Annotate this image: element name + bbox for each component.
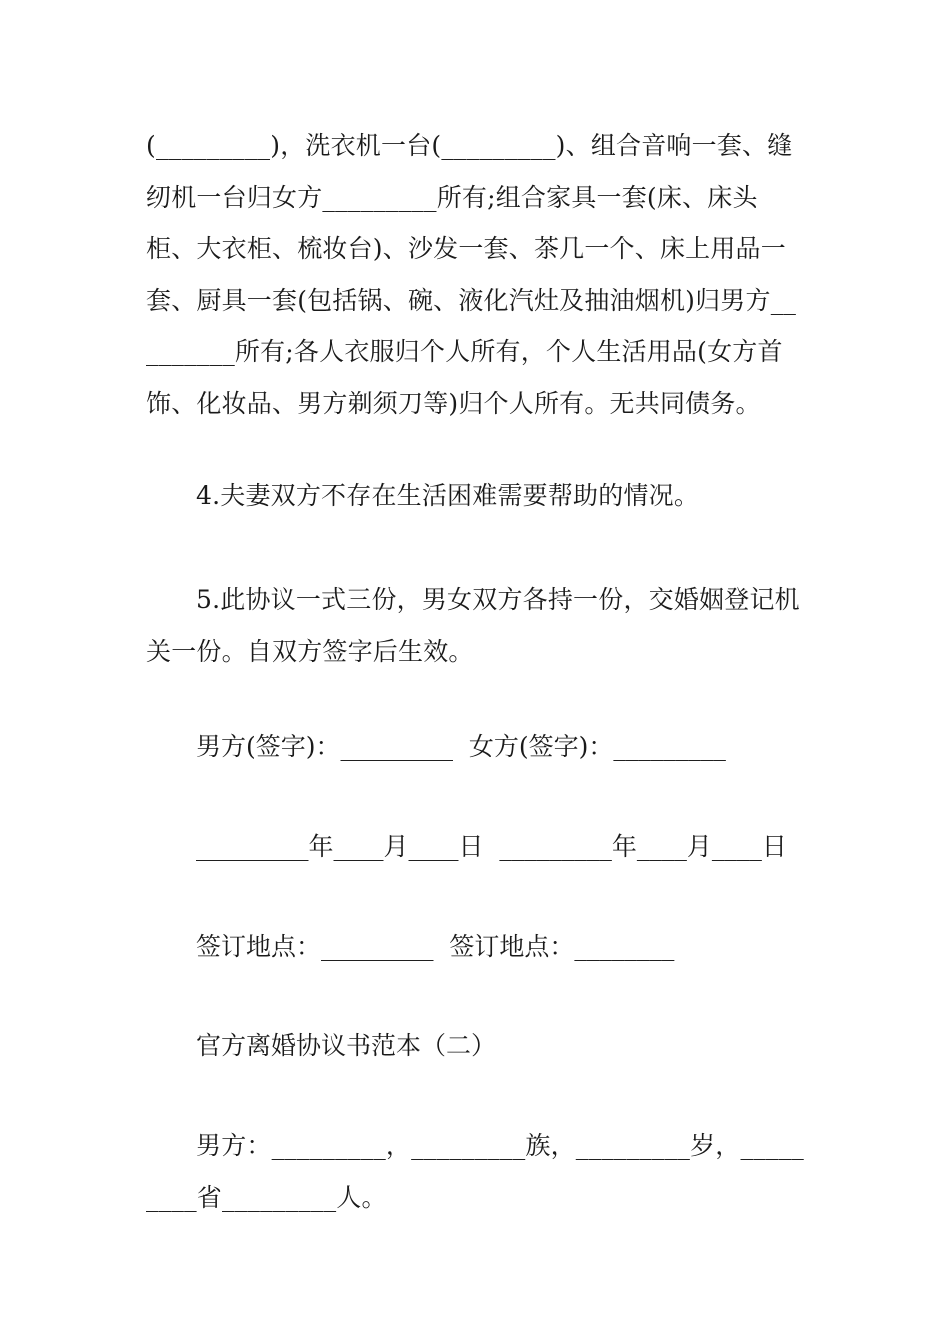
male-party-info-paragraph: 男方：_________，_________族，_________岁，_________省_________人。: [146, 1131, 805, 1212]
clause-5-paragraph: 5.此协议一式三份，男女双方各持一份，交婚姻登记机关一份。自双方签字后生效。: [146, 585, 800, 666]
date-line: _________年____月____日 _________年____月____日: [196, 832, 787, 861]
section-title: 官方离婚协议书范本（二）: [196, 1031, 497, 1060]
signature-line: 男方(签字)：_________ 女方(签字)：_________: [196, 732, 726, 761]
property-division-paragraph: (_________)，洗衣机一台(_________)、组合音响一套、缝纫机一台归女方_________所有;组合家具一套(床、床头柜、大衣柜、梳妆台)、沙发一套、茶几一个、床上用品一套、厨具一套(包括锅、碗、液化汽灶及抽油烟机)归男方_________所有;各人衣服归个人所有，个人生活用品(女方首饰、化妆品、男方剃须刀等)归个人所有。无共同债务。: [146, 131, 797, 418]
clause-4-paragraph: 4.夫妻双方不存在生活困难需要帮助的情况。: [196, 481, 700, 510]
signing-place-line: 签订地点：_________ 签订地点：________: [196, 932, 675, 961]
